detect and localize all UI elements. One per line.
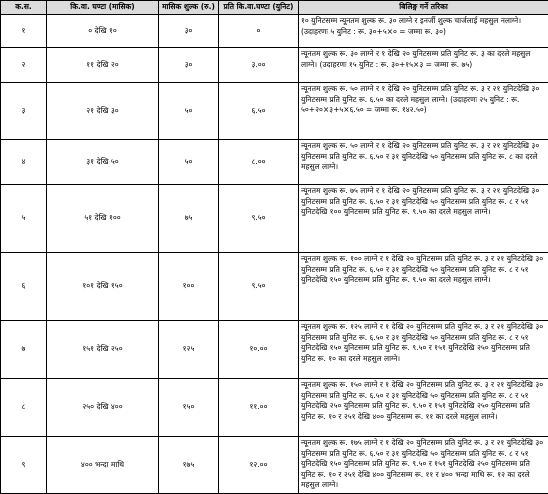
cell-monthly: १५० [159,379,219,437]
table-row [1,185,548,253]
cell-per-unit: ९.५० [219,185,299,253]
cell-monthly: ५० [159,140,219,185]
cell-method: न्यूनतम शुल्क रू. ३० लाग्ने र १ देखि २० युनिटसम्म प्रति युनिट रू. ३ का दरले महसुल लाग्ने। (उदाहरणः १५ युनिट : रू. ३०+१५×३ = जम्मा रू. ७५) [299,48,548,83]
cell-per-unit: ६.५० [219,83,299,140]
cell-monthly: १२५ [159,321,219,379]
header-serial: क.स. [1,1,47,15]
table-header-row [1,1,548,15]
cell-method: न्यूनतम शुल्क रू. १०० लाग्ने र १ देखि २० युनिटसम्म प्रति युनिट रू. ३ र २१ युनिटदेखि ३० युनिटसम्म प्रति युनिट रू. ६.५० र ३१ युनिटदेखि ५० युनिटसम्म प्रति युनिट रू. ८ र ५१ युनिटदेखि १५० युनिटसम्म प्रति युनिट रू. ९.५० का दरले महसुल लाग्ने। [299,253,548,321]
cell-monthly: ३० [159,48,219,83]
cell-range: ११ देखि २० [47,48,159,83]
cell-serial: ६ [1,253,47,321]
cell-monthly: ७५ [159,185,219,253]
cell-range: ३१ देखि ५० [47,140,159,185]
cell-range: ५१ देखि १०० [47,185,159,253]
cell-method: न्यूनतम शुल्क रू. १२५ लाग्ने र १ देखि २० युनिटसम्म प्रति युनिट रू. ३ र २१ युनिटदेखि ३० युनिटसम्म प्रति युनिट रू. ६.५० र ३१ युनिटदेखि ५० युनिटसम्म प्रति युनिट रू. ८ र ५१ युनिटदेखि १५० युनिटसम्म प्रति युनिट रू. ९.५० र १५१ युनिटदेखि २५० युनिटसम्म प्रति युनिट रू. १० का दरले महसुल लाग्ने। [299,321,548,379]
table-row [1,253,548,321]
table-row [1,15,548,48]
table-row [1,83,548,140]
cell-serial: ४ [1,140,47,185]
header-per-unit-rate: प्रति कि.वा.घण्टा (युनिट) [219,1,299,15]
cell-monthly: ३० [159,15,219,48]
cell-serial: ७ [1,321,47,379]
cell-per-unit: ० [219,15,299,48]
cell-serial: ८ [1,379,47,437]
table-row [1,379,548,437]
cell-method: न्यूनतम शुल्क रू. ५० लाग्ने र १ देखि २० युनिटसम्म प्रति युनिट रू. ३ र २१ युनिटदेखि ३० युनिटसम्म प्रति युनिट रू. ६.५० का दरले महसुल लाग्ने। (उदाहरणः २५ युनिट : रू. ५०+२०×३+५×६.५० = जम्मा रू. १४२.५०) [299,83,548,140]
cell-serial: २ [1,48,47,83]
cell-per-unit: १२.०० [219,437,299,494]
cell-method: न्यूनतम शुल्क रू. ७५ लाग्ने र १ देखि २० युनिटसम्म प्रति युनिट रू. ३ र २१ युनिटदेखि ३० युनिटसम्म प्रति युनिट रू. ६.५० र ३१ युनिटदेखि ५० युनिटसम्म प्रति युनिट रू. ८ र ५१ युनिटदेखि १०० युनिटसम्म प्रति युनिट रू. ९.५० का दरले महसुल लाग्ने। [299,185,548,253]
cell-per-unit: ८.०० [219,140,299,185]
cell-monthly: ५० [159,83,219,140]
table-row [1,437,548,494]
header-kwh-range: कि.वा. घण्टा (मासिक) [47,1,159,15]
cell-range: १५१ देखि २५० [47,321,159,379]
cell-serial: ३ [1,83,47,140]
cell-serial: १ [1,15,47,48]
cell-per-unit: १०.०० [219,321,299,379]
cell-monthly: १७५ [159,437,219,494]
cell-serial: ९ [1,437,47,494]
cell-per-unit: ११.०० [219,379,299,437]
cell-method: न्यूनतम शुल्क रू. ५० लाग्ने र १ देखि २० युनिटसम्म प्रति युनिट रू. ३ र २१ युनिटदेखि ३० युनिटसम्म प्रति युनिट रू. ६.५० र ३१ युनिटदेखि ५० युनिटसम्म प्रति युनिट रू. ८ का दरले महसुल लाग्ने। [299,140,548,185]
cell-method: १० युनिटसम्म न्यूनतम शुल्क रू. ३० लाग्ने र इनर्जी शुल्क चार्जलाई महसुल नलाग्ने। (उदाहरणः ५ युनिट : रू. ३०+५×० = जम्मा रू. ३०) [299,15,548,48]
cell-per-unit: ३.०० [219,48,299,83]
cell-range: २१ देखि ३० [47,83,159,140]
cell-range: २५० देखि ४०० [47,379,159,437]
cell-serial: ५ [1,185,47,253]
cell-per-unit: ९.५० [219,253,299,321]
cell-range: १०१ देखि १५० [47,253,159,321]
cell-range: ० देखि १० [47,15,159,48]
table-row [1,140,548,185]
cell-method: न्यूनतम शुल्क रू. १७५ लाग्ने र १ देखि २० युनिटसम्म प्रति युनिट रू. ३ र २१ युनिटदेखि ३० युनिटसम्म प्रति युनिट रू. ६.५० र ३१ युनिटदेखि ५० युनिटसम्म प्रति युनिट रू. ८ र ५१ युनिटदेखि १५० युनिटसम्म प्रति युनिट रू. ९.५० र १५१ युनिटदेखि २५० युनिटसम्म प्रति युनिट रू. १० र २५१ देखि ४०० युनिटसम्म रू. ११ र ४०० भन्दा माथि रू. १२ का दरले महसुल लाग्ने। [299,437,548,494]
header-billing-method: बिलिङ्ग गर्ने तरिका [299,1,548,15]
table-row [1,48,548,83]
cell-range: ४०० भन्दा माथि [47,437,159,494]
table-row [1,321,548,379]
cell-method: न्यूनतम शुल्क रू. १५० लाग्ने र १ देखि २० युनिटसम्म प्रति युनिट रू. ३ र २१ युनिटदेखि ३० युनिटसम्म प्रति युनिट रू. ६.५० र ३१ युनिटदेखि ५० युनिटसम्म प्रति युनिट रू. ८ र ५१ युनिटदेखि २५० युनिटसम्म प्रति युनिट रू. ९.५० र १५१ युनिटदेखि २५० युनिटसम्म प्रति युनिट रू. १० र २५१ देखि ४०० युनिटसम्म रू. ११ का दरले महसुल लाग्ने। [299,379,548,437]
header-monthly-charge: मासिक शुल्क (रु.) [159,1,219,15]
cell-monthly: १०० [159,253,219,321]
